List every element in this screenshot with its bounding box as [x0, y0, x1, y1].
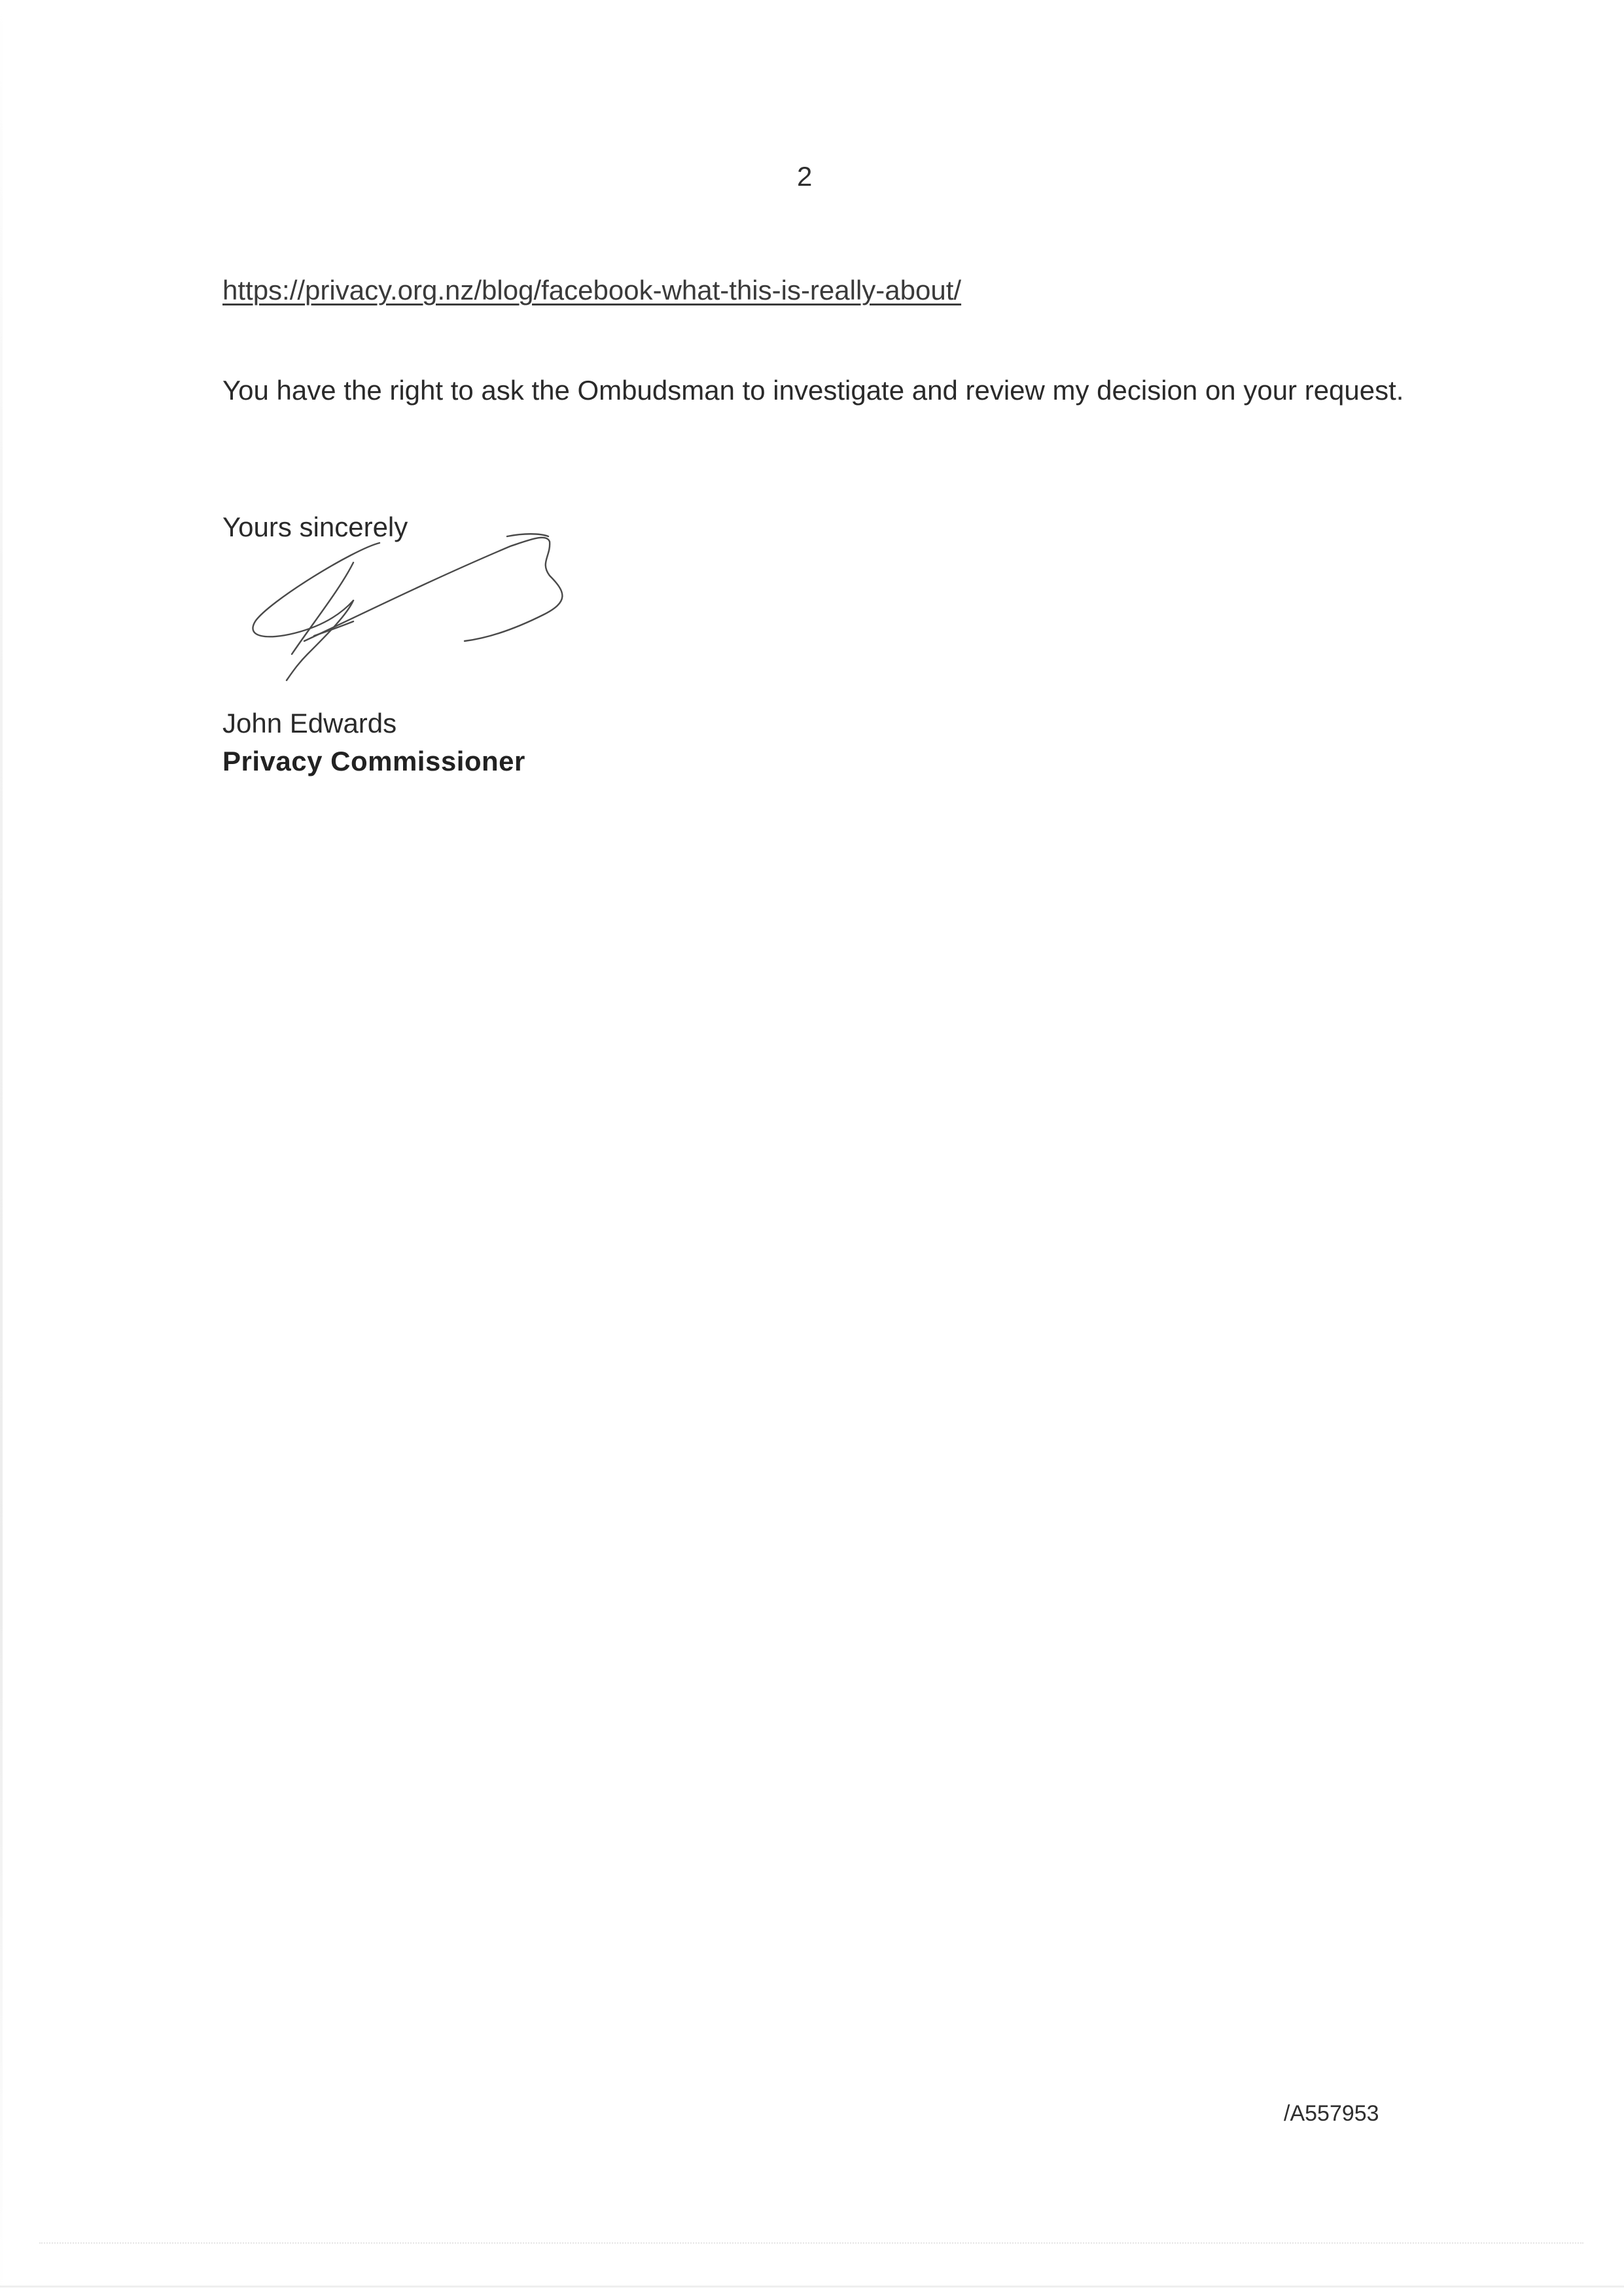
signer-title: Privacy Commissioner: [222, 746, 525, 776]
document-reference: /A557953: [1284, 2101, 1379, 2126]
handwritten-signature: [242, 523, 661, 706]
ombudsman-paragraph: You have the right to ask the Ombudsman to investigate and review my decision on your request.: [222, 375, 1404, 406]
closing-salutation: Yours sincerely: [222, 512, 408, 542]
signer-name: John Edwards: [222, 708, 397, 739]
scan-specks: [39, 2242, 1583, 2246]
blog-link[interactable]: https://privacy.org.nz/blog/facebook-what-this-is-really-about/: [222, 275, 962, 305]
scan-edge-left: [0, 0, 3, 2296]
page-number: 2: [797, 161, 813, 192]
scan-edge-bottom: [0, 2286, 1624, 2287]
